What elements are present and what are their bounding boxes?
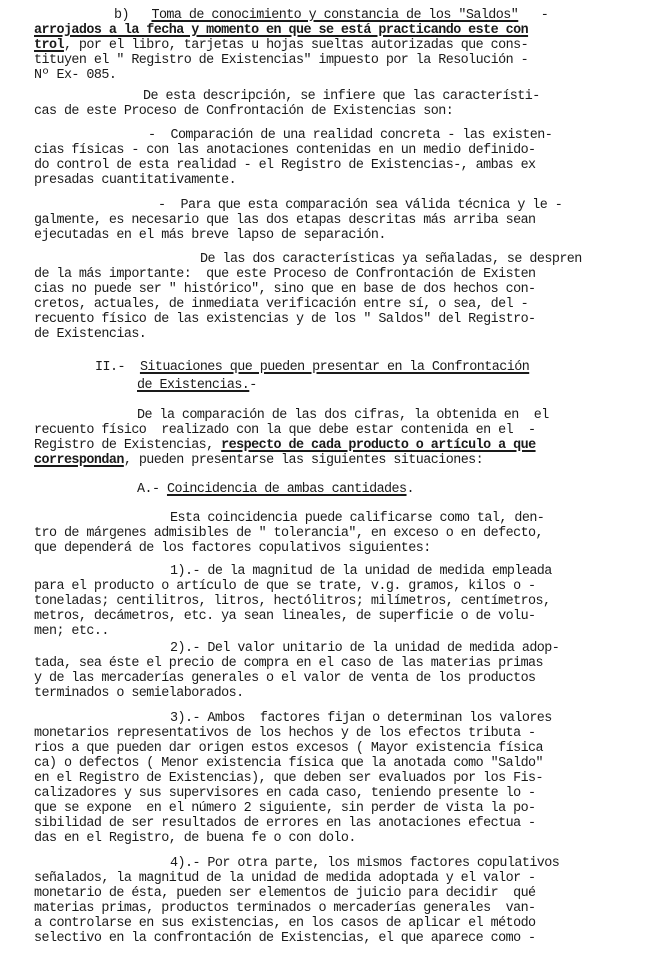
item-4-line-6: selectivo en la confrontación de Existencias, el que aparece como - — [34, 931, 536, 946]
para-caracteristicas-line-3: cias no puede ser " histórico", sino que en base de dos hechos con- — [34, 282, 536, 297]
para-valida-line-2: galmente, es necesario que las dos etapas descritas más arriba sean — [34, 213, 536, 228]
subsection-a-title: Coincidencia de ambas cantidades — [166, 482, 407, 497]
para-description-line-2: cas de este Proceso de Confrontación de Existencias son: — [34, 104, 454, 119]
item-2-line-3: y de las mercaderías generales o el valor de venta de los productos — [34, 671, 536, 686]
para-valida-line-3: ejecutadas en el más breve lapso de separación. — [34, 228, 386, 243]
section-b-title: Toma de conocimiento y constancia de los "Saldos" — [151, 8, 519, 23]
item-3-line-2: monetarios representativos de los hechos y de los efectos tributa - — [34, 726, 536, 741]
subsection-a-marker: A.- — [137, 482, 160, 497]
para-cifras-line-1: De la comparación de las dos cifras, la obtenida en el — [137, 408, 549, 423]
item-2-line-2: tada, sea éste el precio de compra en el caso de las materias primas — [34, 656, 544, 671]
item-3-line-6: calizadores y sus supervisores en cada caso, teniendo presente lo - — [34, 786, 536, 801]
section-ii-heading — [95, 360, 529, 375]
item-3-line-9: das en el Registro, de buena fe o con dolo. — [34, 831, 356, 846]
item-2-line-1: 2).- Del valor unitario de la unidad de medida adop- — [170, 641, 560, 656]
item-3-line-3: rios a que pueden dar origen estos excesos ( Mayor existencia física — [34, 741, 544, 756]
para-valida-line-1: - Para que esta comparación sea válida técnica y le - — [158, 198, 563, 213]
para-comparacion-line-1: - Comparación de una realidad concreta - las existen- — [148, 128, 553, 143]
item-4-line-2: señalados, la magnitud de la unidad de medida adoptada y el valor - — [34, 871, 536, 886]
para-caracteristicas-line-1: De las dos características ya señaladas, se despren — [200, 252, 582, 267]
section-b-line-3: trol, por el libro, tarjetas u hojas sueltas autorizadas que cons- — [34, 38, 529, 53]
para-coincidencia-line-2: tro de márgenes admisibles de " tolerancia", en exceso o en defecto, — [34, 526, 544, 541]
section-b-line-4: tituyen el " Registro de Existencias" impuesto por la Resolución - — [34, 53, 529, 68]
section-ii-title-2: de Existencias. — [137, 378, 250, 393]
section-b-marker: b) — [114, 8, 129, 23]
section-b-line-1: b) Toma de conocimiento y constancia de los "Saldos" - — [114, 8, 549, 23]
item-1-line-4: metros, decámetros, etc. ya sean lineales, de superficie o de volu- — [34, 609, 536, 624]
para-caracteristicas-line-5: recuento físico de las existencias y de los " Saldos" del Registro- — [34, 312, 536, 327]
item-1-line-1: 1).- de la magnitud de la unidad de medida empleada — [170, 564, 552, 579]
item-3-line-4: ca) o defectos ( Menor existencia física que la anotada como "Saldo" — [34, 756, 544, 771]
item-4-line-3: monetario de ésta, pueden ser elementos de juicio para decidir qué — [34, 886, 536, 901]
para-cifras-line-2: recuento físico realizado con la que debe estar contenida en el - — [34, 423, 536, 438]
para-caracteristicas-line-4: cretos, actuales, de inmediata verificación entre sí, o sea, del - — [34, 297, 529, 312]
item-4-line-5: a controlarse en sus existencias, en los casos de aplicar el método — [34, 916, 536, 931]
section-ii-number: II.- — [95, 360, 125, 375]
para-description-line-1: De esta descripción, se infiere que las característi- — [143, 89, 540, 104]
item-3-line-5: en el Registro de Existencias), que deben ser evaluados por los Fis- — [34, 771, 544, 786]
para-cifras-line-3: Registro de Existencias, respecto de cada producto o artículo a que — [34, 438, 536, 453]
section-ii-heading-line-2: de Existencias.- — [137, 378, 257, 393]
para-caracteristicas-line-6: de Existencias. — [34, 327, 147, 342]
subsection-a-heading: A.- Coincidencia de ambas cantidades. — [137, 482, 415, 497]
section-ii-title-1: Situaciones que pueden presentar en la Confrontación — [139, 360, 530, 375]
para-comparacion-line-2: cias físicas - con las anotaciones contenidas en un medio definido- — [34, 143, 536, 158]
para-caracteristicas-line-2: de la más importante: que este Proceso de Confrontación de Existen — [34, 267, 536, 282]
para-comparacion-line-4: presadas cuantitativamente. — [34, 173, 237, 188]
item-1-line-3: toneladas; centilitros, litros, hectólitros; milímetros, centímetros, — [34, 594, 551, 609]
item-4-line-1: 4).- Por otra parte, los mismos factores copulativos — [170, 856, 560, 871]
item-3-line-8: sibilidad de ser resultados de errores en las anotaciones efectua - — [34, 816, 536, 831]
para-cifras-line-4: correspondan, pueden presentarse las siguientes situaciones: — [34, 453, 484, 468]
para-comparacion-line-3: do control de esta realidad - el Registro de Existencias-, ambas ex — [34, 158, 536, 173]
para-coincidencia-line-1: Esta coincidencia puede calificarse como tal, den- — [170, 511, 545, 526]
para-coincidencia-line-3: que dependerá de los factores copulativos siguientes: — [34, 541, 431, 556]
item-1-line-2: para el producto o artículo de que se trate, v.g. gramos, kilos o - — [34, 579, 536, 594]
item-4-line-4: materias primas, productos terminados o mercaderías generales van- — [34, 901, 536, 916]
item-2-line-4: terminados o semielaborados. — [34, 686, 244, 701]
section-b-line-2: arrojados a la fecha y momento en que se está practicando este con — [34, 23, 529, 38]
section-b-line-5: Nº Ex- 085. — [34, 68, 117, 83]
item-3-line-7: que se expone en el número 2 siguiente, sin perder de vista la po- — [34, 801, 536, 816]
item-3-line-1: 3).- Ambos factores fijan o determinan los valores — [170, 711, 552, 726]
item-1-line-5: men; etc.. — [34, 624, 109, 639]
